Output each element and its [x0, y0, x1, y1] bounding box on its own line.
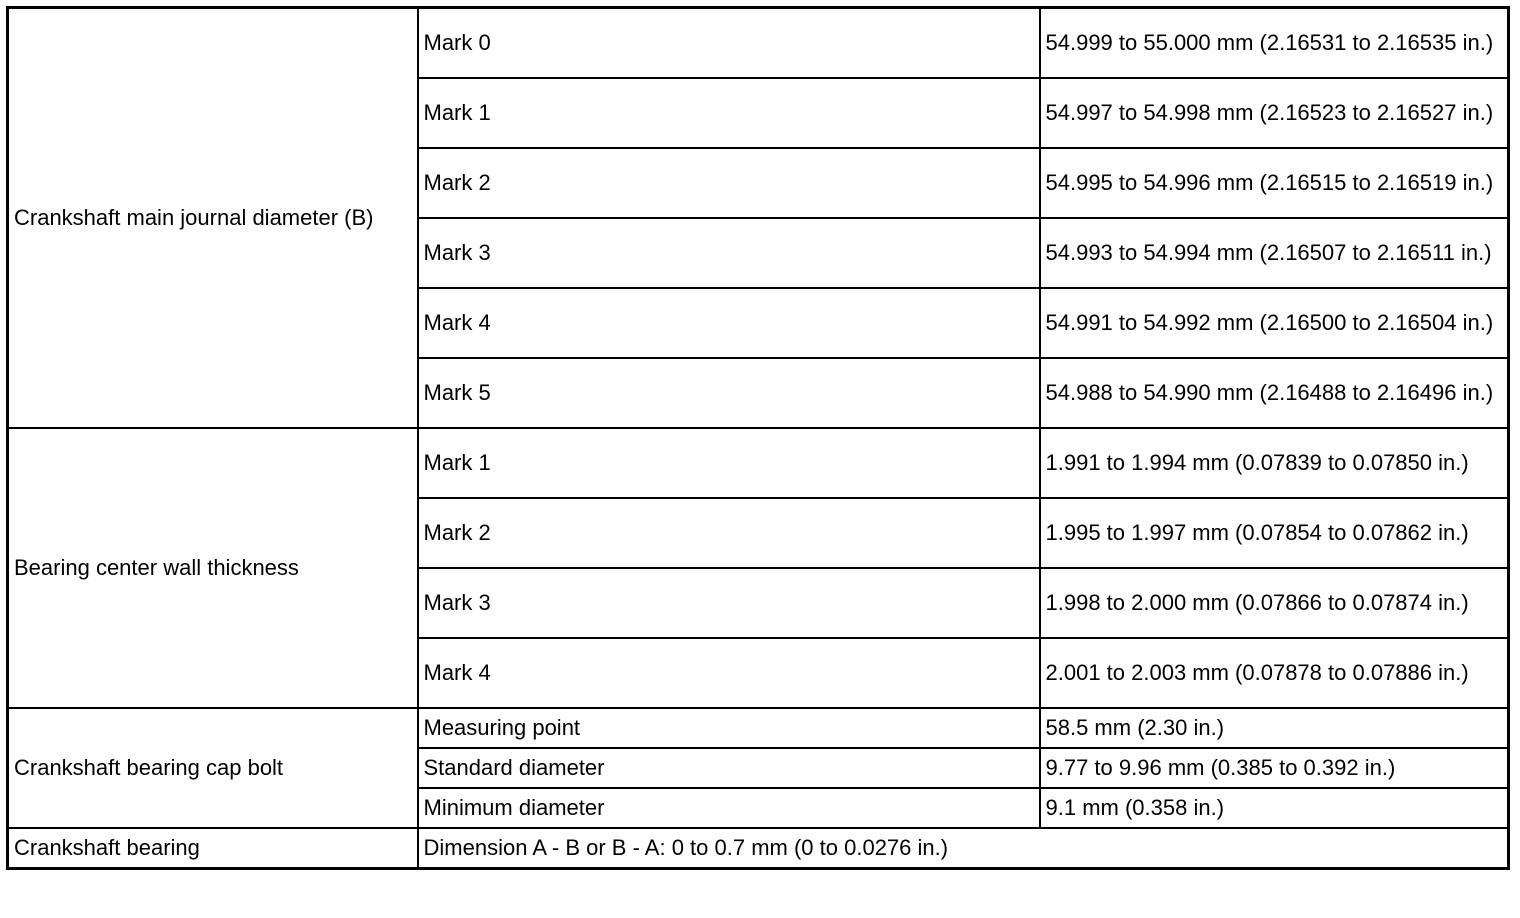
value-cell: 54.995 to 54.996 mm (2.16515 to 2.16519 in.)	[1040, 148, 1509, 218]
mark-cell: Mark 4	[418, 638, 1040, 708]
mark-cell: Mark 1	[418, 428, 1040, 498]
spec-table	[6, 6, 1510, 870]
value-cell: 9.77 to 9.96 mm (0.385 to 0.392 in.)	[1040, 748, 1509, 788]
group-label-main-journal: Crankshaft main journal diameter (B)	[8, 8, 418, 429]
table-row	[8, 428, 1509, 498]
value-cell: 58.5 mm (2.30 in.)	[1040, 708, 1509, 748]
value-cell: 54.988 to 54.990 mm (2.16488 to 2.16496 in.)	[1040, 358, 1509, 428]
value-cell: 1.995 to 1.997 mm (0.07854 to 0.07862 in.)	[1040, 498, 1509, 568]
group-label-wall-thickness: Bearing center wall thickness	[8, 428, 418, 708]
mark-cell: Mark 5	[418, 358, 1040, 428]
value-cell: 54.999 to 55.000 mm (2.16531 to 2.16535 in.)	[1040, 8, 1509, 79]
mark-cell: Mark 4	[418, 288, 1040, 358]
mark-cell: Mark 3	[418, 218, 1040, 288]
mark-cell: Mark 1	[418, 78, 1040, 148]
value-cell: 54.997 to 54.998 mm (2.16523 to 2.16527 in.)	[1040, 78, 1509, 148]
group-label-cap-bolt: Crankshaft bearing cap bolt	[8, 708, 418, 828]
value-cell: 1.991 to 1.994 mm (0.07839 to 0.07850 in.)	[1040, 428, 1509, 498]
mark-cell: Minimum diameter	[418, 788, 1040, 828]
mark-cell: Mark 2	[418, 498, 1040, 568]
table-row	[8, 8, 1509, 79]
table-row	[8, 708, 1509, 748]
value-cell: 9.1 mm (0.358 in.)	[1040, 788, 1509, 828]
bearing-dimension-cell: Dimension A - B or B - A: 0 to 0.7 mm (0 to 0.0276 in.)	[418, 828, 1509, 869]
mark-cell: Mark 0	[418, 8, 1040, 79]
table-row	[8, 828, 1509, 869]
mark-cell: Measuring point	[418, 708, 1040, 748]
mark-cell: Mark 3	[418, 568, 1040, 638]
value-cell: 54.993 to 54.994 mm (2.16507 to 2.16511 in.)	[1040, 218, 1509, 288]
value-cell: 2.001 to 2.003 mm (0.07878 to 0.07886 in.)	[1040, 638, 1509, 708]
value-cell: 1.998 to 2.000 mm (0.07866 to 0.07874 in.)	[1040, 568, 1509, 638]
value-cell: 54.991 to 54.992 mm (2.16500 to 2.16504 in.)	[1040, 288, 1509, 358]
group-label-bearing: Crankshaft bearing	[8, 828, 418, 869]
mark-cell: Mark 2	[418, 148, 1040, 218]
mark-cell: Standard diameter	[418, 748, 1040, 788]
